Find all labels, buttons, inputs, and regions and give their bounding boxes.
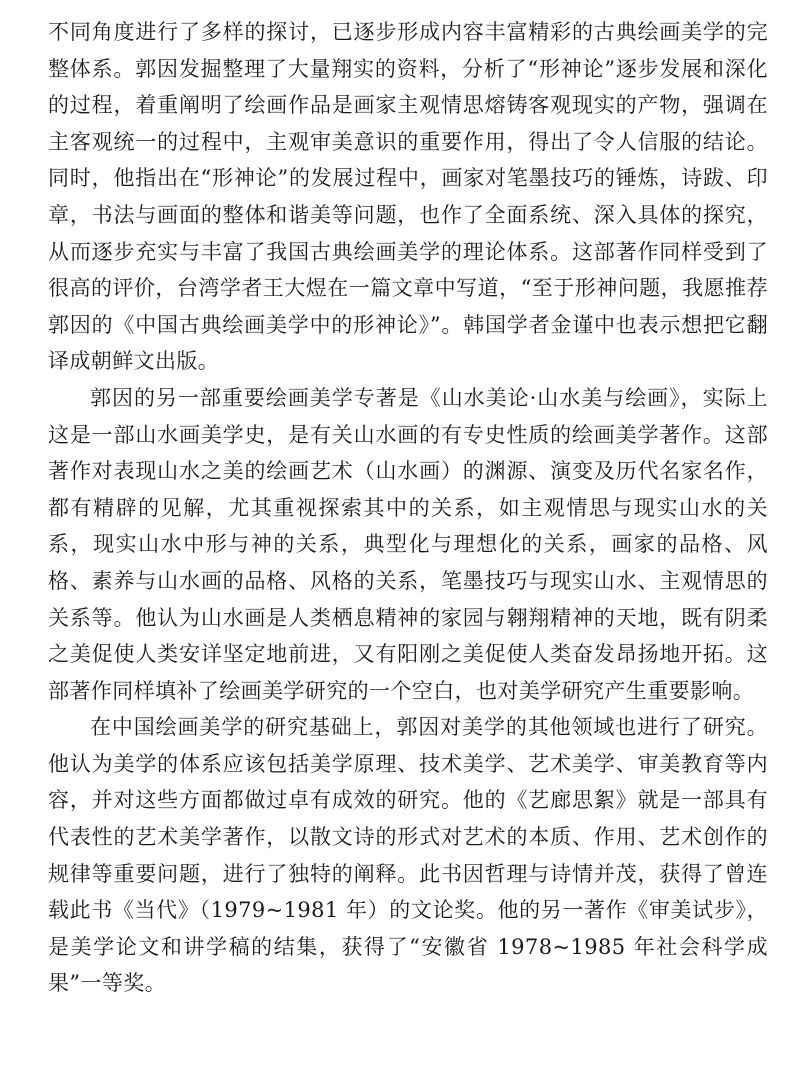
paragraph-2: 郭因的另一部重要绘画美学专著是《山水美论·山水美与绘画》，实际上这是一部山水画美学史，是有关山水画的有专史性质的绘画美学著作。这部著作对表现山水之美的绘画艺术（山水画）的渊源、演变及历代名家名作，都有精辟的见解，尤其重视探索其中的关系，如主观情思与现实山水的关系，现实山水中形与神的关系，典型化与理想化的关系，画家的品格、风格、素养与山水画的品格、风格的关系，笔墨技巧与现实山水、主观情思的关系等。他认为山水画是人类栖息精神的家园与翱翔精神的天地，既有阴柔之美促使人类安详坚定地前进，又有阳刚之美促使人类奋发昂扬地开拓。这部著作同样填补了绘画美学研究的一个空白，也对美学研究产生重要影响。 [48, 385, 768, 703]
paragraph-1: 不同角度进行了多样的探讨，已逐步形成内容丰富精彩的古典绘画美学的完整体系。郭因发掘整理了大量翔实的资料，分析了“形神论”逐步发展和深化的过程，着重阐明了绘画作品是画家主观情思熔铸客观现实的产物，强调在主客观统一的过程中，主观审美意识的重要作用，得出了令人信服的结论。同时，他指出在“形神论”的发展过程中，画家对笔墨技巧的锤炼，诗跋、印章，书法与画面的整体和谐美等问题，也作了全面系统、深入具体的探究，从而逐步充实与丰富了我国古典绘画美学的理论体系。这部著作同样受到了很高的评价，台湾学者王大煜在一篇文章中写道，“至于形神问题，我愿推荐郭因的《中国古典绘画美学中的形神论》”。韩国学者金谨中也表示想把它翻译成朝鲜文出版。 [48, 20, 768, 374]
paragraph-3: 在中国绘画美学的研究基础上，郭因对美学的其他领域也进行了研究。他认为美学的体系应该包括美学原理、技术美学、艺术美学、审美教育等内容，并对这些方面都做过卓有成效的研究。他的《艺廊思絮》就是一部具有代表性的艺术美学著作，以散文诗的形式对艺术的本质、作用、艺术创作的规律等重要问题，进行了独特的阐释。此书因哲理与诗情并茂，获得了曾连载此书《当代》（1979~1981 年）的文论奖。他的另一著作《审美试步》，是美学论文和讲学稿的结集，获得了“安徽省 1978~1985 年社会科学成果”一等奖。 [48, 715, 768, 996]
body-text [48, 14, 768, 1002]
